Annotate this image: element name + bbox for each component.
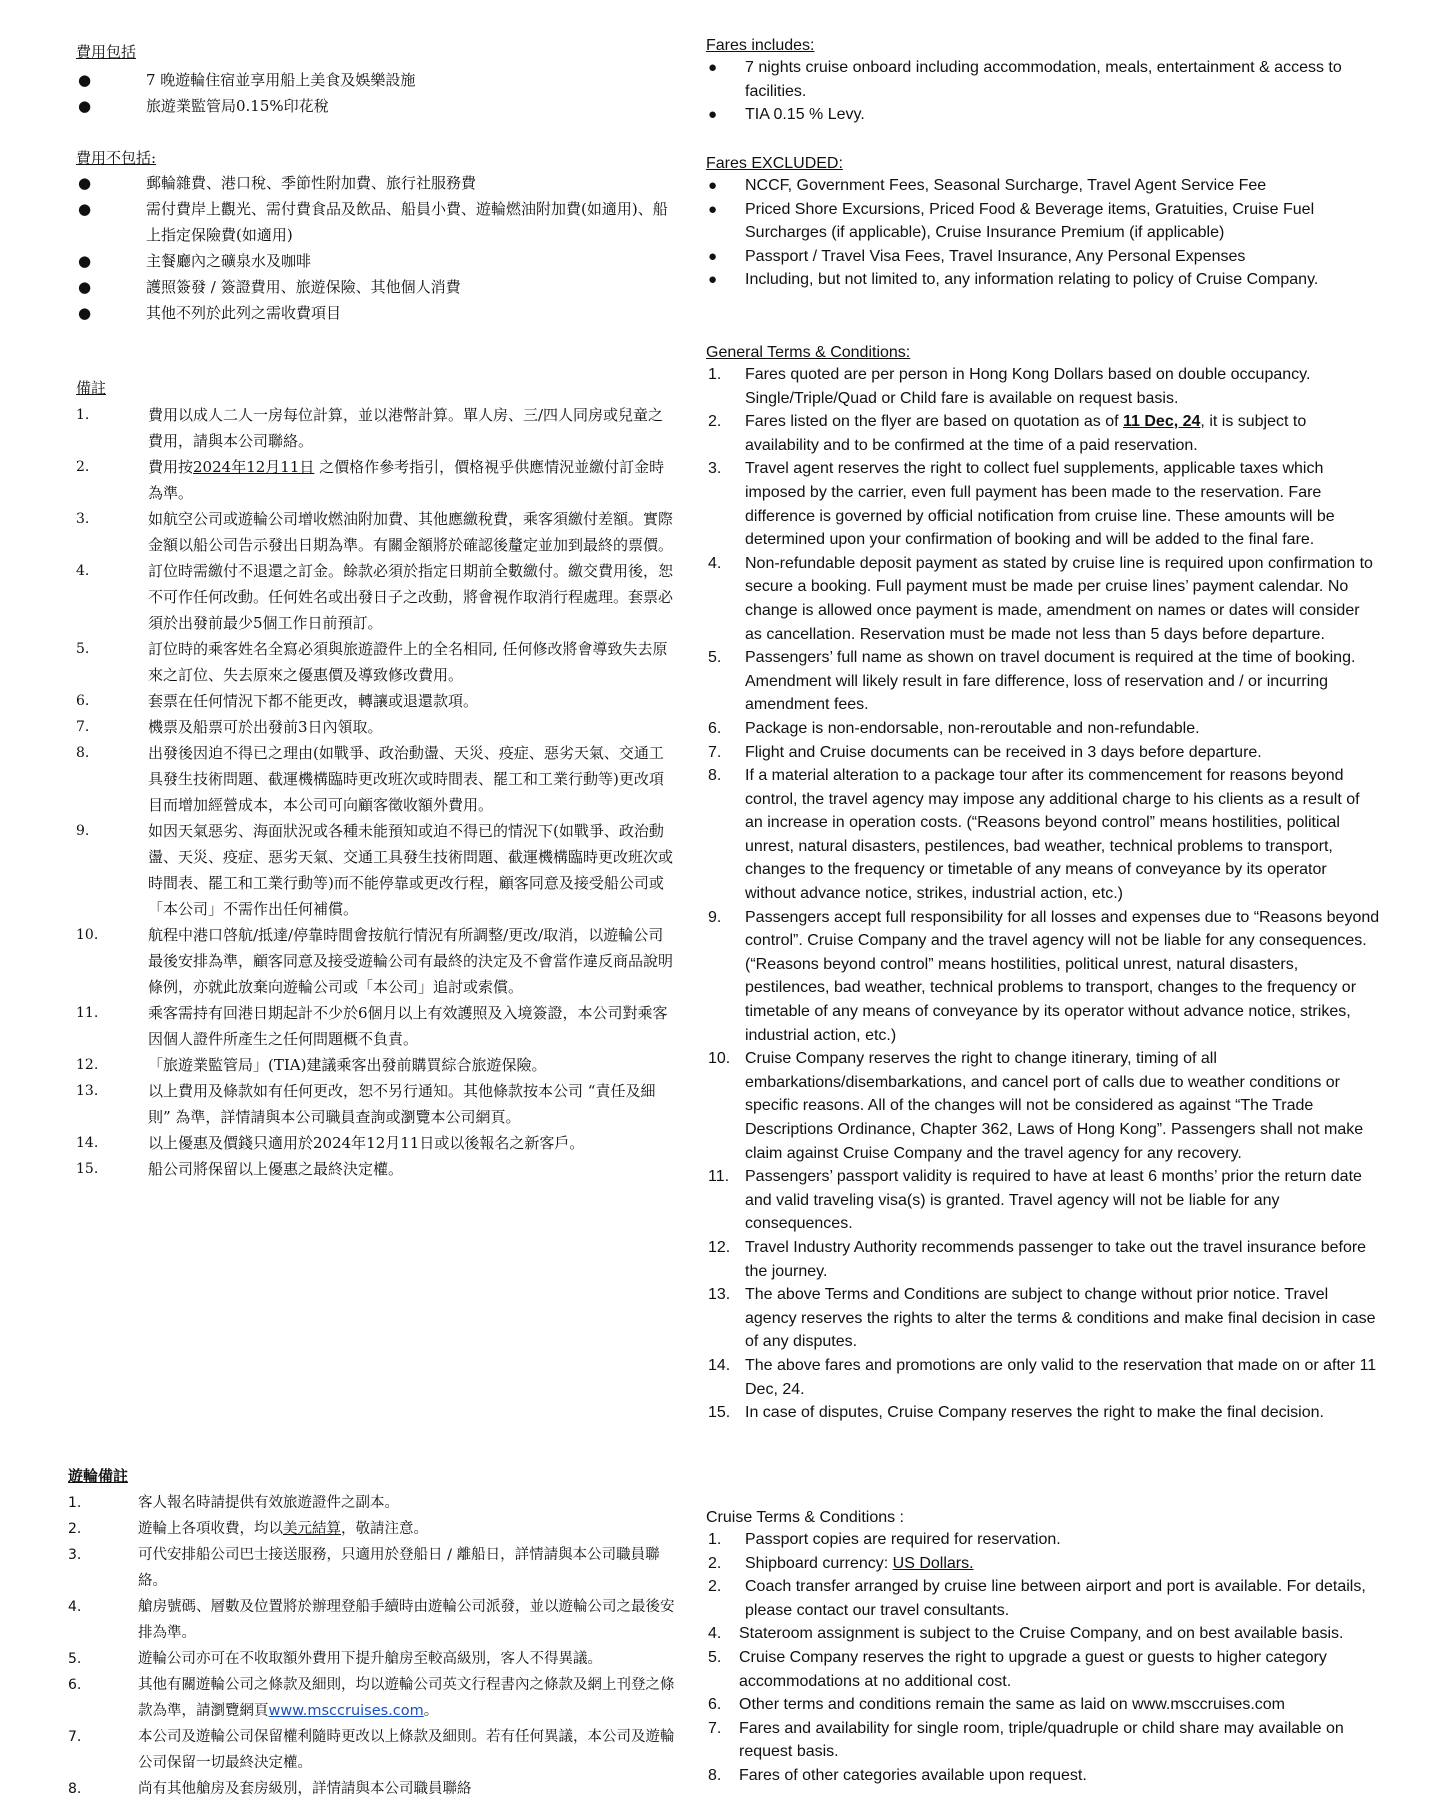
bullet-icon: ●: [78, 252, 92, 270]
list-item: ● 旅遊業監管局0.15%印花稅: [76, 93, 676, 119]
list-item: 15. In case of disputes, Cruise Company reserves the right to make the final decision.: [708, 1404, 1324, 1422]
list-item: 6. Package is non-endorsable, non-reroutable and non-refundable.: [708, 719, 1200, 737]
en-fares-excludes-list: [706, 174, 1376, 292]
bullet-icon: ●: [78, 174, 92, 192]
list-item: 7. 本公司及遊輪公司保留權利隨時更改以上條款及細則。若有任何異議，本公司及遊輪公司保留一切最終決定權。: [68, 1729, 675, 1771]
list-item: 2. Coach transfer arranged by cruise line between airport and port is available. For details, please contact our travel consultants.: [708, 1578, 1366, 1619]
zh-fares-excludes-section: [76, 148, 676, 326]
list-item: 1. Fares quoted are per person in Hong Kong Dollars based on double occupancy. Single/Triple/Quad or Child fare is available on request basis.: [708, 366, 1311, 407]
list-item: 6. Other terms and conditions remain the same as laid on www.msccruises.com: [708, 1696, 1285, 1714]
list-item: 8. 出發後因迫不得已之理由(如戰爭、政治動盪、天災、疫症、惡劣天氣、交通工具發生技術問題、截運機構臨時更改班次或時間表、罷工和工業行動等)更改項目而增加經營成本，本公司可向顧客徵收額外費用。: [76, 744, 664, 814]
zh-fares-includes-heading: 費用包括: [76, 43, 137, 61]
zh-remarks-section: [76, 378, 676, 1182]
bullet-icon: ●: [708, 200, 718, 218]
zh-cruise-notes-heading: 遊輪備註: [68, 1467, 129, 1485]
list-item: 5. Passengers’ full name as shown on travel document is required at the time of booking. Amendment will likely result in fare difference, loss of reservation and / or incurring amendment fees.: [708, 649, 1356, 714]
en-cruise-terms-list: [706, 1528, 1380, 1788]
en-fares-excludes-section: [706, 154, 1376, 292]
msc-cruises-link[interactable]: www.msccruises.com: [268, 1703, 424, 1719]
list-item: 5. 遊輪公司亦可在不收取額外費用下提升艙房至較高級別，客人不得異議。: [68, 1651, 602, 1667]
zh-fares-excludes-list: [76, 170, 676, 326]
bullet-icon: ●: [708, 59, 718, 76]
zh-fares-excludes-heading: 費用不包括:: [76, 149, 157, 167]
list-item: 3. Travel agent reserves the right to collect fuel supplements, applicable taxes which imposed by the carrier, even full payment has been made to the reservation. Fare difference is governed by official notification from cruise line. These amounts will be determined upon your confirmation of booking and will be added to the final fare.: [708, 460, 1335, 549]
en-fares-includes-section: [706, 36, 1376, 127]
zh-cruise-notes-section: [68, 1466, 678, 1802]
list-item: 2. Shipboard currency: US Dollars.: [708, 1554, 974, 1572]
bullet-icon: ●: [708, 271, 718, 289]
list-item: 11. 乘客需持有回港日期起計不少於6個月以上有效護照及入境簽證，本公司對乘客因個人證件所產生之任何問題概不負責。: [76, 1004, 668, 1048]
list-item: ● 7 nights cruise onboard including accommodation, meals, entertainment & access to facilities.: [706, 56, 1376, 103]
list-item: 7. Flight and Cruise documents can be received in 3 days before departure.: [708, 743, 1262, 761]
list-item: ● 其他不列於此列之需收費項目: [76, 300, 676, 326]
en-general-terms-heading: General Terms & Conditions:: [706, 344, 911, 361]
list-item: 14. 以上優惠及價錢只適用於2024年12月11日或以後報名之新客戶。: [76, 1134, 585, 1152]
bullet-icon: ●: [708, 106, 718, 124]
list-item: 2. 遊輪上各項收費，均以美元結算，敬請注意。: [68, 1521, 428, 1537]
list-item: 15. 船公司將保留以上優惠之最終決定權。: [76, 1160, 404, 1178]
bullet-icon: ●: [78, 304, 92, 322]
bullet-icon: ●: [78, 200, 92, 218]
list-item: 5. 訂位時的乘客姓名全寫必須與旅遊證件上的全名相同, 任何修改將會導致失去原來之訂位、失去原來之優惠價及導致修改費用。: [76, 640, 668, 684]
list-item: 9. 如因天氣惡劣、海面狀況或各種未能預知或迫不得已的情況下(如戰爭、政治動盪、天災、疫症、惡劣天氣、交通工具發生技術問題、截運機構臨時更改班次或時間表、罷工和工業行動等)而不能停靠或更改行程，顧客同意及接受船公司或「本公司」不需作出任何補償。: [76, 822, 674, 918]
zh-remarks-list: [76, 402, 676, 1182]
list-item: 13. 以上費用及條款如有任何更改，恕不另行通知。其他條款按本公司 “責任及細則” 為準，詳情請與本公司職員查詢或瀏覽本公司網頁。: [76, 1082, 656, 1126]
list-item: 6. 套票在任何情況下都不能更改，轉讓或退還款項。: [76, 692, 479, 710]
zh-remarks-heading: 備註: [76, 379, 107, 397]
en-fares-excludes-heading: Fares EXCLUDED:: [706, 155, 843, 172]
list-item: 8. Fares of other categories available upon request.: [708, 1766, 1087, 1784]
en-general-terms-section: [706, 343, 1380, 1425]
bullet-icon: ●: [708, 247, 718, 265]
en-general-terms-list: [706, 363, 1380, 1425]
list-item: 4. Non-refundable deposit payment as stated by cruise line is required upon confirmation to secure a booking. Full payment must be made per cruise lines’ payment calendar. No change is allowed once payment is made, amendment on names or dates will consider as cancellation. Reservation must be made not less than 5 days before departure.: [708, 554, 1373, 643]
list-item: 8. 尚有其他艙房及套房級別，詳情請與本公司職員聯絡: [68, 1781, 472, 1797]
list-item: 7. 機票及船票可於出發前3日內領取。: [76, 718, 383, 736]
list-item: 12. Travel Industry Authority recommends passenger to take out the travel insurance before the journey.: [708, 1238, 1367, 1280]
list-item: 4. 艙房號碼、層數及位置將於辦理登船手續時由遊輪公司派發，並以遊輪公司之最後安排為準。: [68, 1599, 675, 1641]
list-item: 4. Stateroom assignment is subject to the Cruise Company, and on best available basis.: [708, 1625, 1344, 1643]
list-item: 6. 其他有關遊輪公司之條款及細則，均以遊輪公司英文行程書內之條款及網上刊登之條款為準，請瀏覽網頁www.msccruises.com。: [68, 1677, 675, 1719]
bullet-icon: ●: [78, 97, 92, 115]
list-item: ● Priced Shore Excursions, Priced Food & Beverage items, Gratuities, Cruise Fuel Surcharges (if applicable), Cruise Insurance Premium (if applicable): [706, 198, 1376, 245]
list-item: 14. The above fares and promotions are only valid to the reservation that made on or after 11 Dec, 24.: [708, 1356, 1377, 1398]
list-item: ● Including, but not limited to, any information relating to policy of Cruise Company.: [706, 268, 1376, 292]
list-item: ● 7 晚遊輪住宿並享用船上美食及娛樂設施: [76, 67, 676, 93]
list-item: ● 護照簽發 / 簽證費用、旅遊保險、其他個人消費: [76, 274, 676, 300]
list-item: 1. 費用以成人二人一房每位計算，並以港幣計算。單人房、三/四人同房或兒童之費用，請與本公司聯絡。: [76, 406, 664, 450]
list-item: 9. Passengers accept full responsibility for all losses and expenses due to “Reasons beyond control”. Cruise Company and the travel agency will not be liable for any consequences. (“Reasons beyond control” means hostilities, political unrest, natural disasters, pestilences, bad weather, technical problems to transport, changes to the frequency or timetable of any means of conveyance by its operator without advance notice, strikes, industrial action, etc.): [708, 908, 1380, 1044]
list-item: 12. 「旅遊業監管局」(TIA)建議乘客出發前購買綜合旅遊保險。: [76, 1056, 547, 1074]
list-item: 3. 可代安排船公司巴士接送服務，只適用於登船日 / 離船日，詳情請與本公司職員聯絡。: [68, 1547, 660, 1589]
list-item: 7. Fares and availability for single room, triple/quadruple or child share may available on request basis.: [708, 1719, 1344, 1761]
list-item: ● NCCF, Government Fees, Seasonal Surcharge, Travel Agent Service Fee: [706, 174, 1376, 198]
en-cruise-terms-section: [706, 1508, 1380, 1788]
reference-date: 11 Dec, 24: [1123, 413, 1201, 431]
list-item: 2. Fares listed on the flyer are based on quotation as of 11 Dec, 24, it is subject to availability and to be confirmed at the time of a paid reservation.: [708, 413, 1307, 454]
list-item: 4. 訂位時需繳付不退還之訂金。餘款必須於指定日期前全數繳付。繳交費用後，恕不可作任何改動。任何姓名或出發日子之改動，將會視作取消行程處理。套票必須於出發前最少5個工作日前預訂。: [76, 562, 674, 632]
list-item: 5. Cruise Company reserves the right to upgrade a guest or guests to higher category accommodations at no additional cost.: [708, 1648, 1327, 1690]
list-item: 10. Cruise Company reserves the right to change itinerary, timing of all embarkations/disembarkations, and cancel port of calls due to weather conditions or specific reasons. All of the changes will not be considered as against “The Trade Descriptions Ordinance, Chapter 362, Laws of Hong Kong”. Passengers shall not make claim against Cruise Company and the travel agency for any recovery.: [708, 1050, 1364, 1162]
list-item: ● Passport / Travel Visa Fees, Travel Insurance, Any Personal Expenses: [706, 245, 1376, 269]
list-item: ● 需付費岸上觀光、需付費食品及飲品、船員小費、遊輪燃油附加費(如適用)、船上指定保險費(如適用): [76, 196, 676, 248]
bullet-icon: ●: [78, 71, 92, 89]
bullet-icon: ●: [708, 177, 718, 194]
list-item: 1. Passport copies are required for reservation.: [708, 1531, 1061, 1548]
bullet-icon: ●: [78, 278, 92, 296]
list-item: 13. The above Terms and Conditions are subject to change without prior notice. Travel agency reserves the rights to alter the terms & conditions and make final decision in case of any disputes.: [708, 1286, 1376, 1351]
list-item: 10. 航程中港口啓航/抵達/停靠時間會按航行情況有所調整/更改/取消，以遊輪公司最後安排為準，顧客同意及接受遊輪公司有最終的決定及不會當作違反商品說明條例，亦就此放棄向遊輪公司或「本公司」追討或索償。: [76, 926, 674, 996]
zh-fares-includes-list: [76, 67, 676, 119]
reference-date: 2024年12月11日: [193, 458, 315, 476]
en-cruise-terms-heading: Cruise Terms & Conditions :: [706, 1509, 904, 1526]
list-item: 8. If a material alteration to a package tour after its commencement for reasons beyond control, the travel agency may impose any additional charge to his clients as a result of an increase in operation costs. (“Reasons beyond control” means hostilities, political unrest, natural disasters, pestilences, bad weather, technical problems to transport, changes to the frequency or timetable of any means of conveyance by its operator without advance notice, strikes, industrial action, etc.): [708, 767, 1360, 903]
list-item: 1. 客人報名時請提供有效旅遊證件之副本。: [68, 1495, 399, 1511]
zh-cruise-notes-list: [68, 1490, 678, 1802]
zh-fares-includes-section: [76, 42, 676, 119]
list-item: 2. 費用按2024年12月11日 之價格作參考指引，價格視乎供應情況並繳付訂金時為準。: [76, 458, 665, 502]
list-item: ● TIA 0.15 % Levy.: [706, 103, 1376, 127]
list-item: 11. Passengers’ passport validity is required to have at least 6 months’ prior the return date and valid traveling visa(s) is granted. Travel agency will not be liable for any consequences.: [708, 1168, 1362, 1233]
list-item: ● 主餐廳內之礦泉水及咖啡: [76, 248, 676, 274]
list-item: ● 郵輪雜費、港口稅、季節性附加費、旅行社服務費: [76, 170, 676, 196]
en-fares-includes-list: [706, 56, 1376, 127]
en-fares-includes-heading: Fares includes:: [706, 37, 815, 54]
list-item: 3. 如航空公司或遊輪公司增收燃油附加費、其他應繳稅費，乘客須繳付差額。實際金額以船公司告示發出日期為準。有關金額將於確認後釐定並加到最終的票價。: [76, 510, 674, 554]
